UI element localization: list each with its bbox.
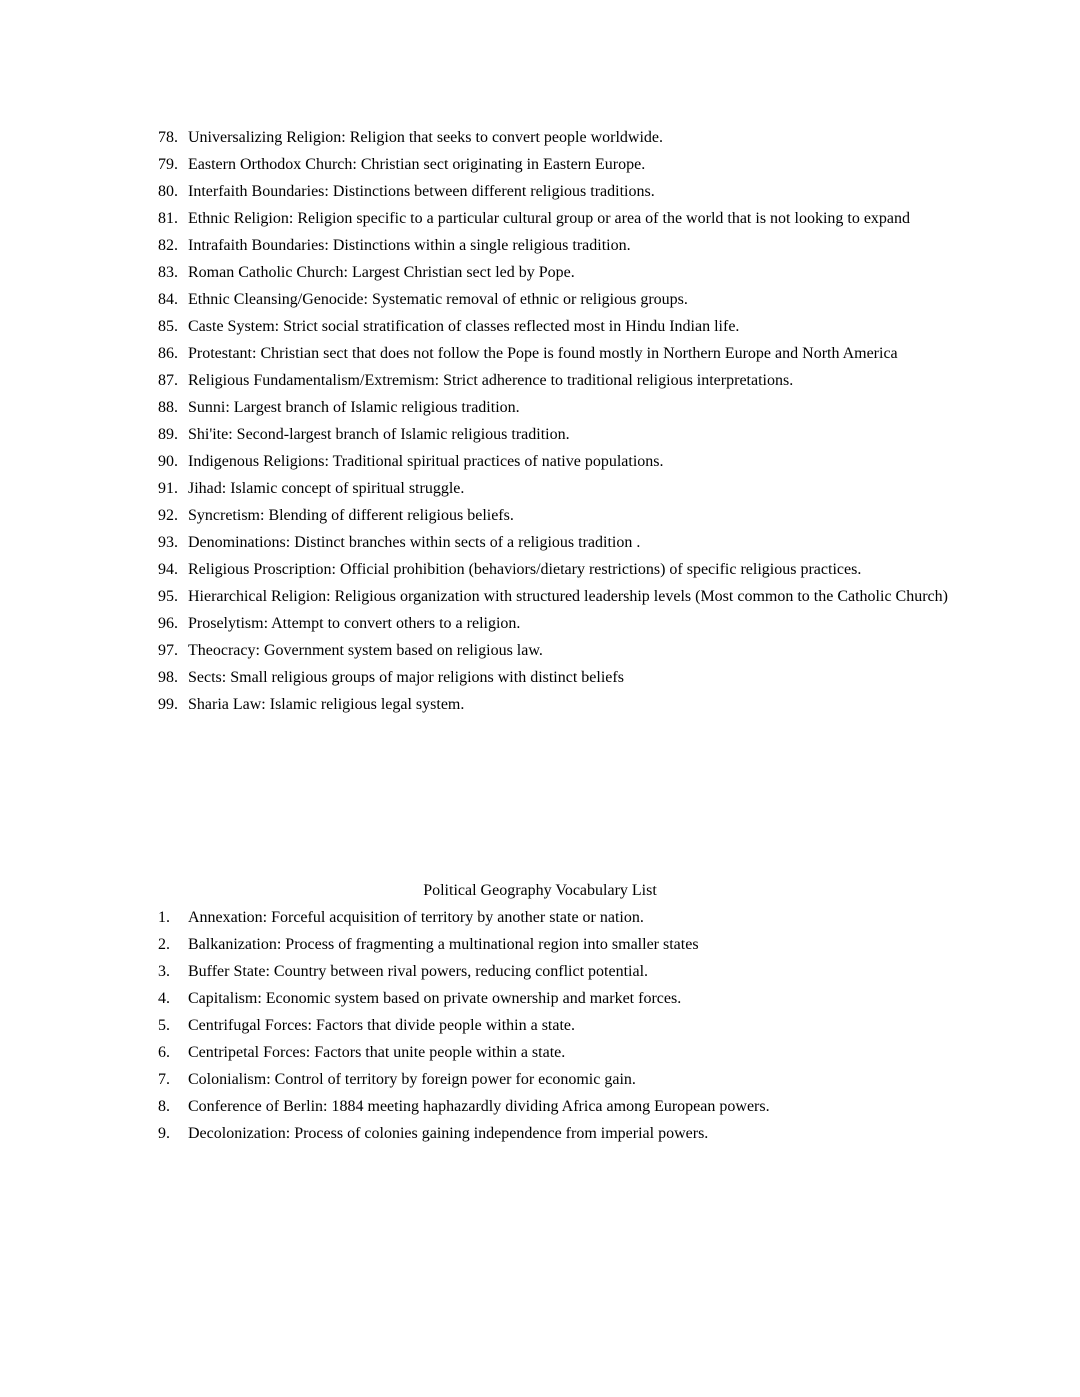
item-number: 87. [158, 372, 178, 389]
item-text: Religious Proscription: Official prohibition (behaviors/dietary restrictions) of specific religious practices. [188, 561, 862, 578]
item-number: 80. [158, 183, 178, 200]
vocab-item [0, 931, 1080, 958]
political-geography-vocabulary-list [0, 904, 1080, 1147]
vocab-item [0, 421, 1080, 448]
item-number: 96. [158, 615, 178, 632]
item-text: Proselytism: Attempt to convert others to a religion. [188, 615, 521, 632]
vocab-item [0, 583, 1080, 610]
item-number: 79. [158, 156, 178, 173]
item-text: Roman Catholic Church: Largest Christian sect led by Pope. [188, 264, 575, 281]
vocab-item [0, 178, 1080, 205]
item-number: 4. [158, 990, 170, 1007]
item-number: 8. [158, 1098, 170, 1115]
item-text: Eastern Orthodox Church: Christian sect originating in Eastern Europe. [188, 156, 646, 173]
item-number: 98. [158, 669, 178, 686]
item-text: Intrafaith Boundaries: Distinctions within a single religious tradition. [188, 237, 631, 254]
vocab-item [0, 1120, 1080, 1147]
vocab-item [0, 1039, 1080, 1066]
item-number: 81. [158, 210, 178, 227]
item-text: Interfaith Boundaries: Distinctions between different religious traditions. [188, 183, 655, 200]
vocab-item [0, 475, 1080, 502]
item-text: Decolonization: Process of colonies gaining independence from imperial powers. [188, 1125, 709, 1142]
vocab-item [0, 502, 1080, 529]
item-number: 82. [158, 237, 178, 254]
vocab-item [0, 340, 1080, 367]
item-text: Conference of Berlin: 1884 meeting haphazardly dividing Africa among European powers. [188, 1098, 770, 1115]
vocab-item [0, 124, 1080, 151]
item-text: Hierarchical Religion: Religious organization with structured leadership levels (Most common to the Catholic Church) [188, 588, 948, 605]
item-number: 89. [158, 426, 178, 443]
item-text: Capitalism: Economic system based on private ownership and market forces. [188, 990, 682, 1007]
item-text: Protestant: Christian sect that does not follow the Pope is found mostly in Northern Europe and North America [188, 345, 898, 362]
item-number: 2. [158, 936, 170, 953]
vocab-item [0, 367, 1080, 394]
vocab-item [0, 205, 1080, 232]
item-number: 84. [158, 291, 178, 308]
vocab-item [0, 664, 1080, 691]
item-text: Buffer State: Country between rival powers, reducing conflict potential. [188, 963, 649, 980]
item-text: Shi'ite: Second-largest branch of Islamic religious tradition. [188, 426, 570, 443]
vocab-item [0, 313, 1080, 340]
item-text: Indigenous Religions: Traditional spiritual practices of native populations. [188, 453, 664, 470]
vocab-item [0, 556, 1080, 583]
item-number: 92. [158, 507, 178, 524]
item-number: 93. [158, 534, 178, 551]
item-text: Denominations: Distinct branches within sects of a religious tradition . [188, 534, 641, 551]
item-text: Colonialism: Control of territory by foreign power for economic gain. [188, 1071, 636, 1088]
vocab-item [0, 286, 1080, 313]
vocab-item [0, 610, 1080, 637]
item-number: 97. [158, 642, 178, 659]
vocab-item [0, 151, 1080, 178]
item-text: Centrifugal Forces: Factors that divide people within a state. [188, 1017, 576, 1034]
item-text: Caste System: Strict social stratification of classes reflected most in Hindu Indian life. [188, 318, 740, 335]
vocab-item [0, 985, 1080, 1012]
item-number: 7. [158, 1071, 170, 1088]
item-number: 94. [158, 561, 178, 578]
item-text: Ethnic Cleansing/Genocide: Systematic removal of ethnic or religious groups. [188, 291, 688, 308]
item-number: 88. [158, 399, 178, 416]
item-text: Theocracy: Government system based on religious law. [188, 642, 543, 659]
vocab-item [0, 904, 1080, 931]
item-number: 78. [158, 129, 178, 146]
item-number: 99. [158, 696, 178, 713]
item-text: Sects: Small religious groups of major religions with distinct beliefs [188, 669, 624, 686]
item-text: Jihad: Islamic concept of spiritual struggle. [188, 480, 465, 497]
vocab-item [0, 448, 1080, 475]
item-number: 83. [158, 264, 178, 281]
item-text: Ethnic Religion: Religion specific to a particular cultural group or area of the world that is not looking to expand [188, 210, 911, 227]
vocab-item [0, 1093, 1080, 1120]
item-number: 91. [158, 480, 178, 497]
vocab-item [0, 958, 1080, 985]
item-text: Sunni: Largest branch of Islamic religious tradition. [188, 399, 520, 416]
item-text: Annexation: Forceful acquisition of territory by another state or nation. [188, 909, 644, 926]
item-text: Universalizing Religion: Religion that seeks to convert people worldwide. [188, 129, 664, 146]
item-text: Religious Fundamentalism/Extremism: Strict adherence to traditional religious interpretations. [188, 372, 794, 389]
vocab-item [0, 259, 1080, 286]
vocab-item [0, 1066, 1080, 1093]
item-number: 1. [158, 909, 170, 926]
item-number: 3. [158, 963, 170, 980]
item-number: 85. [158, 318, 178, 335]
item-number: 86. [158, 345, 178, 362]
item-text: Syncretism: Blending of different religious beliefs. [188, 507, 514, 524]
religion-vocabulary-list [0, 124, 1080, 718]
item-number: 6. [158, 1044, 170, 1061]
item-number: 90. [158, 453, 178, 470]
vocab-item [0, 529, 1080, 556]
vocab-item [0, 394, 1080, 421]
vocab-item [0, 637, 1080, 664]
item-number: 95. [158, 588, 178, 605]
political-geography-list-title: Political Geography Vocabulary List [423, 882, 657, 899]
item-number: 9. [158, 1125, 170, 1142]
item-text: Balkanization: Process of fragmenting a multinational region into smaller states [188, 936, 699, 953]
item-text: Sharia Law: Islamic religious legal system. [188, 696, 465, 713]
vocab-item [0, 1012, 1080, 1039]
item-number: 5. [158, 1017, 170, 1034]
vocab-item [0, 691, 1080, 718]
vocab-item [0, 232, 1080, 259]
item-text: Centripetal Forces: Factors that unite people within a state. [188, 1044, 566, 1061]
